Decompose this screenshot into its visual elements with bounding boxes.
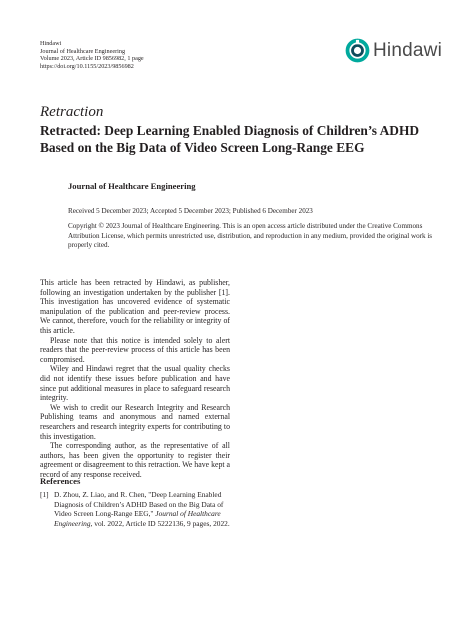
- copyright-notice: Copyright © 2023 Journal of Healthcare Engineering. This is an open access article distributed under the Creative Commons Attribution License, which permits unrestricted use, distribution, and reproduction in any medium, provided the original work is properly cited.: [68, 222, 433, 250]
- body-paragraph: The corresponding author, as the representative of all authors, has been given the opportunity to register their agreement or disagreement to this retraction. We have kept a record of any response received.: [40, 441, 231, 479]
- reference-journal: Journal of Healthcare Engineering: [54, 509, 221, 529]
- publication-dates: Received 5 December 2023; Accepted 5 December 2023; Published 6 December 2023: [68, 207, 313, 215]
- doi-link[interactable]: https://doi.org/10.1155/2023/9856982: [40, 62, 134, 70]
- body-paragraph: Wiley and Hindawi regret that the usual quality checks did not identify these issues before publication and have since put additional measures in place to safeguard research integrity.: [40, 364, 230, 403]
- body-paragraph: Please note that this notice is intended solely to alert readers that the peer-review process of this article has been compromised.: [40, 335, 230, 364]
- journal-header-info: [40, 40, 144, 70]
- body-paragraph: We wish to credit our Research Integrity and Research Publishing teams and anonymous and named external researchers and research integrity experts for contributing to this investigation.: [40, 402, 230, 441]
- retraction-body: [40, 278, 230, 479]
- reference-citation: D. Zhou, Z. Liao, and R. Chen, "Deep Learning Enabled Diagnosis of Children’s ADHD Based on the Big Data of Video Screen Long-Range EEG,": [54, 490, 224, 519]
- publisher-line: Hindawi: [40, 40, 62, 47]
- journal-name: Journal of Healthcare Engineering: [68, 181, 196, 191]
- volume-line: Volume 2023, Article ID 9856982, 1 page: [40, 55, 144, 63]
- reference-item: [40, 490, 232, 529]
- logo-wordmark: Hindawi: [373, 39, 442, 61]
- hindawi-logo: [345, 38, 442, 63]
- reference-number: [1]: [40, 490, 49, 499]
- reference-text: [54, 490, 232, 529]
- reference-details: , vol. 2022, Article ID 5222136, 9 pages, 2022.: [90, 519, 230, 529]
- journal-line: Journal of Healthcare Engineering: [40, 47, 126, 55]
- body-paragraph: This article has been retracted by Hindawi, as publisher, following an investigation undertaken by the publisher [1]. This investigation has uncovered evidence of systematic manipulation of the publication and peer-review process. We cannot, therefore, vouch for the reliability or integrity of this article.: [40, 278, 230, 335]
- article-title: Retracted: Deep Learning Enabled Diagnosis of Children’s ADHD Based on the Big Data of Video Screen Long-Range EEG: [40, 123, 420, 155]
- references-heading: References: [40, 476, 81, 486]
- hindawi-logo-icon: [345, 38, 370, 63]
- article-type: Retraction: [40, 104, 104, 120]
